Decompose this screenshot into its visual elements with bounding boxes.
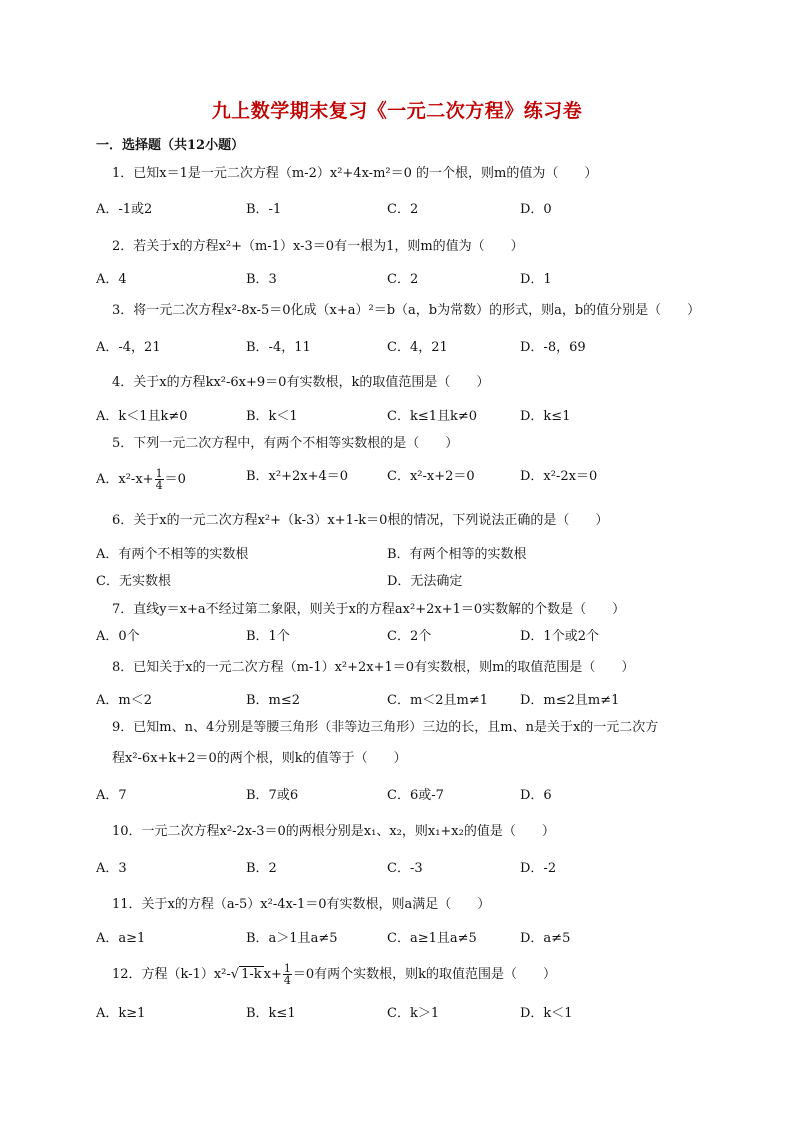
page-title: 九上数学期末复习《一元二次方程》练习卷 [211, 100, 583, 122]
section-heading: 一．选择题（共12小题） [96, 138, 245, 153]
sqrt-radicand: 1-k [241, 967, 262, 982]
option-d[interactable]: D．0 [520, 202, 552, 217]
option-a[interactable]: A．有两个不相等的实数根 [96, 547, 249, 562]
question-12-end: ＝0有两个实数根，则k的取值范围是（ ） [292, 967, 557, 982]
question-12-start: 12．方程（k-1）x²- [112, 967, 231, 982]
question-9-continued: 程x²-6x+k+2＝0的两个根，则k的值等于（ ） [112, 751, 407, 766]
option-a[interactable]: A．7 [96, 788, 127, 803]
option-c[interactable]: C．2 [387, 202, 419, 217]
option-d[interactable]: D．-2 [520, 861, 557, 876]
question-9: 9．已知m、n、4分别是等腰三角形（非等边三角形）三边的长，且m、n是关于x的一元二次方 [112, 720, 659, 735]
options-2 [96, 271, 736, 289]
option-b[interactable]: B．1个 [246, 629, 290, 644]
option-d[interactable]: D．-8，69 [520, 340, 586, 355]
option-a[interactable]: A．k＜1且k≠0 [96, 409, 188, 424]
options-3 [96, 339, 736, 357]
option-a[interactable]: A．0个 [96, 629, 140, 644]
options-9 [96, 787, 736, 805]
option-b[interactable]: B．a＞1且a≠5 [246, 931, 338, 946]
option-c[interactable]: C．x²-x+2＝0 [387, 469, 475, 484]
option-a[interactable]: A．-4，21 [96, 340, 161, 355]
option-b[interactable]: B．-1 [246, 202, 282, 217]
question-3: 3．将一元二次方程x²-8x-5＝0化成（x+a）²＝b（a，b为常数）的形式，则a，b的值分别是（ ） [112, 303, 701, 318]
option-a[interactable]: A．k≥1 [96, 1006, 146, 1021]
option-a[interactable] [96, 468, 186, 491]
fraction [155, 468, 164, 491]
option-d[interactable]: D．x²-2x＝0 [520, 469, 598, 484]
options-11 [96, 930, 736, 948]
option-b[interactable]: B．有两个相等的实数根 [387, 547, 527, 562]
question-1: 1．已知x＝1是一元二次方程（m-2）x²+4x-m²＝0 的一个根，则m的值为（ ） [112, 166, 598, 181]
option-b[interactable]: B．-4，11 [246, 340, 311, 355]
options-6-row1 [96, 546, 736, 564]
question-12 [112, 963, 556, 986]
option-a[interactable]: A．a≥1 [96, 931, 146, 946]
options-10 [96, 860, 736, 878]
option-b[interactable]: B．m≤2 [246, 693, 301, 708]
option-c[interactable]: C．k＞1 [387, 1006, 440, 1021]
options-8 [96, 692, 736, 710]
options-12 [96, 1005, 736, 1023]
options-1 [96, 201, 736, 219]
option-a[interactable]: A．m＜2 [96, 693, 152, 708]
options-5 [96, 467, 736, 492]
options-4 [96, 408, 736, 426]
option-b[interactable]: B．k＜1 [246, 409, 298, 424]
option-d[interactable]: D．无法确定 [387, 574, 463, 589]
fraction [283, 963, 292, 986]
question-5: 5．下列一元二次方程中，有两个不相等实数根的是（ ） [112, 436, 459, 451]
option-a[interactable]: A．-1或2 [96, 202, 153, 217]
options-6-row2 [96, 573, 736, 591]
question-2: 2．若关于x的方程x²+（m-1）x-3＝0有一根为1，则m的值为（ ） [112, 239, 524, 254]
option-a-text: A．x²-x+ [96, 472, 154, 487]
option-d[interactable]: D．k＜1 [520, 1006, 573, 1021]
fraction-denominator: 4 [155, 479, 163, 492]
option-d[interactable]: D．6 [520, 788, 552, 803]
option-d[interactable]: D．m≤2且m≠1 [520, 693, 620, 708]
option-a[interactable]: A．3 [96, 861, 127, 876]
sqrt-sign: √ [230, 967, 240, 982]
option-d[interactable]: D．a≠5 [520, 931, 571, 946]
question-8: 8．已知关于x的一元二次方程（m-1）x²+2x+1＝0有实数根，则m的取值范围是（ ） [112, 660, 635, 675]
option-b[interactable]: B．x²+2x+4＝0 [246, 469, 349, 484]
question-10: 10．一元二次方程x²-2x-3＝0的两根分别是x₁、x₂，则x₁+x₂的值是（ ） [112, 824, 555, 839]
option-c[interactable]: C．m＜2且m≠1 [387, 693, 489, 708]
fraction-numerator: 1 [155, 467, 163, 480]
option-c[interactable]: C．k≤1且k≠0 [387, 409, 478, 424]
question-4: 4．关于x的方程kx²-6x+9＝0有实数根，k的取值范围是（ ） [112, 375, 490, 390]
option-b[interactable]: B．3 [246, 272, 277, 287]
option-c[interactable]: C．2 [387, 272, 419, 287]
options-7 [96, 628, 736, 646]
question-7: 7．直线y＝x+a不经过第二象限，则关于x的方程ax²+2x+1＝0实数解的个数是（ ） [112, 602, 626, 617]
option-c[interactable]: C．a≥1且a≠5 [387, 931, 477, 946]
option-c[interactable]: C．2个 [387, 629, 432, 644]
option-a[interactable]: A．4 [96, 272, 127, 287]
question-6: 6．关于x的一元二次方程x²+（k-3）x+1-k＝0根的情况，下列说法正确的是（ ） [112, 513, 609, 528]
option-a-tail: ＝0 [164, 472, 186, 487]
option-c[interactable]: C．无实数根 [96, 574, 171, 589]
option-d[interactable]: D．k≤1 [520, 409, 571, 424]
option-b[interactable]: B．k≤1 [246, 1006, 296, 1021]
option-b[interactable]: B．7或6 [246, 788, 299, 803]
option-b[interactable]: B．2 [246, 861, 277, 876]
option-c[interactable]: C．6或-7 [387, 788, 444, 803]
option-d[interactable]: D．1个或2个 [520, 629, 599, 644]
question-11: 11．关于x的方程（a-5）x²-4x-1＝0有实数根，则a满足（ ） [112, 897, 491, 912]
question-12-mid: x+ [263, 967, 282, 982]
fraction-denominator: 4 [283, 974, 291, 987]
fraction-numerator: 1 [283, 962, 291, 975]
option-d[interactable]: D．1 [520, 272, 552, 287]
option-c[interactable]: C．4，21 [387, 340, 448, 355]
option-c[interactable]: C．-3 [387, 861, 423, 876]
